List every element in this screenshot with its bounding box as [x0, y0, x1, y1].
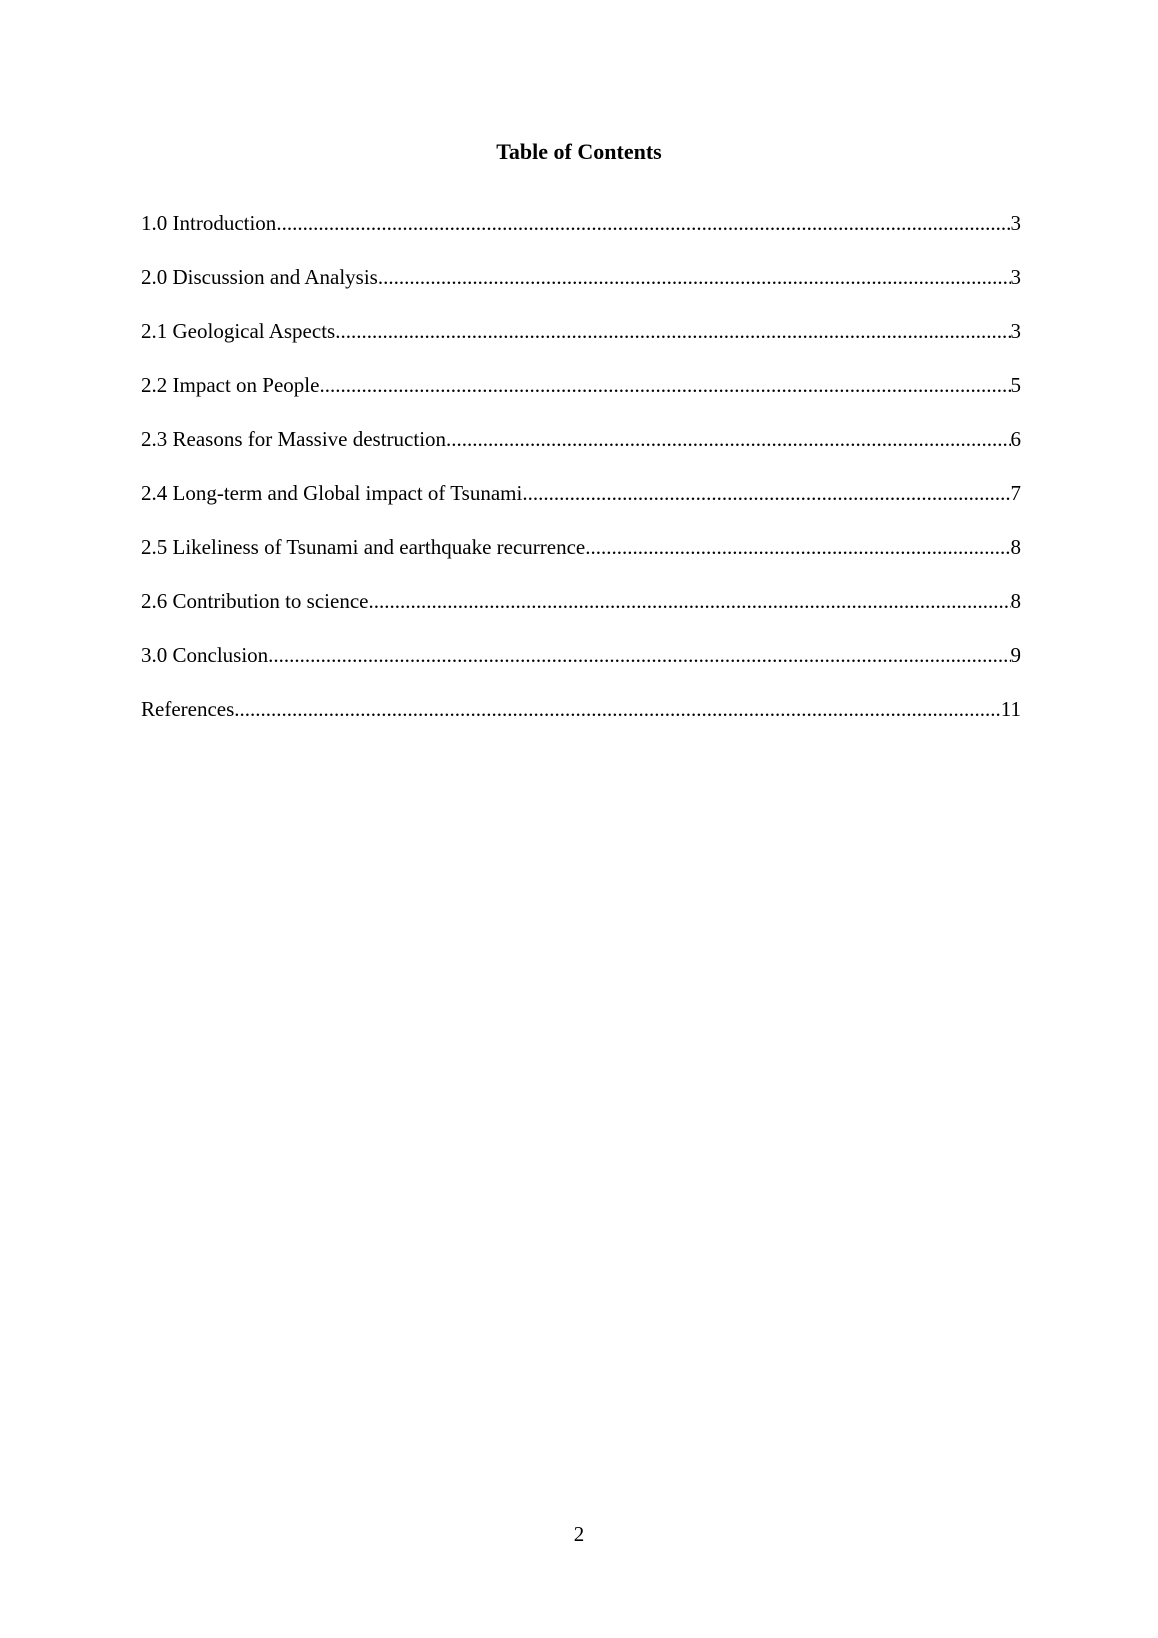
- toc-entry-label: 2.3 Reasons for Massive destruction: [141, 427, 447, 451]
- toc-entry-label: 2.4 Long-term and Global impact of Tsunami: [141, 481, 523, 505]
- toc-entry-page: 9: [1010, 643, 1021, 667]
- toc-entry-conclusion[interactable]: [141, 640, 1021, 694]
- page-number: 2: [573, 1522, 585, 1546]
- toc-dot-leader: [276, 208, 1010, 238]
- toc-dot-leader: [368, 586, 1010, 616]
- toc-entry-likeliness-recurrence[interactable]: [141, 532, 1021, 586]
- toc-dot-leader: [522, 478, 1010, 508]
- toc-entry-introduction[interactable]: [141, 208, 1021, 262]
- toc-entry-reasons-destruction[interactable]: [141, 424, 1021, 478]
- toc-title: Table of Contents: [496, 139, 662, 164]
- toc-entry-page: 8: [1010, 535, 1021, 559]
- toc-entry-impact-on-people[interactable]: [141, 370, 1021, 424]
- toc-dot-leader: [585, 532, 1010, 562]
- toc-entry-label: 2.1 Geological Aspects: [141, 319, 336, 343]
- toc-entry-long-term-impact[interactable]: [141, 478, 1021, 532]
- toc-entry-label: 2.6 Contribution to science: [141, 589, 369, 613]
- toc-entry-page: 5: [1010, 373, 1021, 397]
- toc-entry-label: 2.5 Likeliness of Tsunami and earthquake recurrence: [141, 535, 586, 559]
- toc-dot-leader: [446, 424, 1010, 454]
- toc-entry-page: 7: [1010, 481, 1021, 505]
- toc-entry-page: 3: [1010, 211, 1021, 235]
- toc-entry-contribution-science[interactable]: [141, 586, 1021, 640]
- toc-entry-references[interactable]: [141, 694, 1021, 748]
- toc-entry-page: 8: [1010, 589, 1021, 613]
- toc-entry-label: 2.2 Impact on People: [141, 373, 320, 397]
- toc-dot-leader: [319, 370, 1010, 400]
- toc-entry-label: 2.0 Discussion and Analysis: [141, 265, 378, 289]
- toc-entry-page: 3: [1010, 265, 1021, 289]
- toc-dot-leader: [378, 262, 1011, 292]
- toc-entry-page: 3: [1010, 319, 1021, 343]
- toc-entry-label: 3.0 Conclusion: [141, 643, 269, 667]
- toc-dot-leader: [234, 694, 1000, 724]
- toc-dot-leader: [268, 640, 1010, 670]
- toc-entry-page: 6: [1010, 427, 1021, 451]
- toc-entry-label: References: [141, 697, 235, 721]
- toc-dot-leader: [335, 316, 1010, 346]
- toc-entry-discussion-analysis[interactable]: [141, 262, 1021, 316]
- toc-entry-label: 1.0 Introduction: [141, 211, 277, 235]
- toc-entry-page: 11: [1000, 697, 1021, 721]
- toc-entry-geological-aspects[interactable]: [141, 316, 1021, 370]
- toc-list: [141, 208, 1021, 748]
